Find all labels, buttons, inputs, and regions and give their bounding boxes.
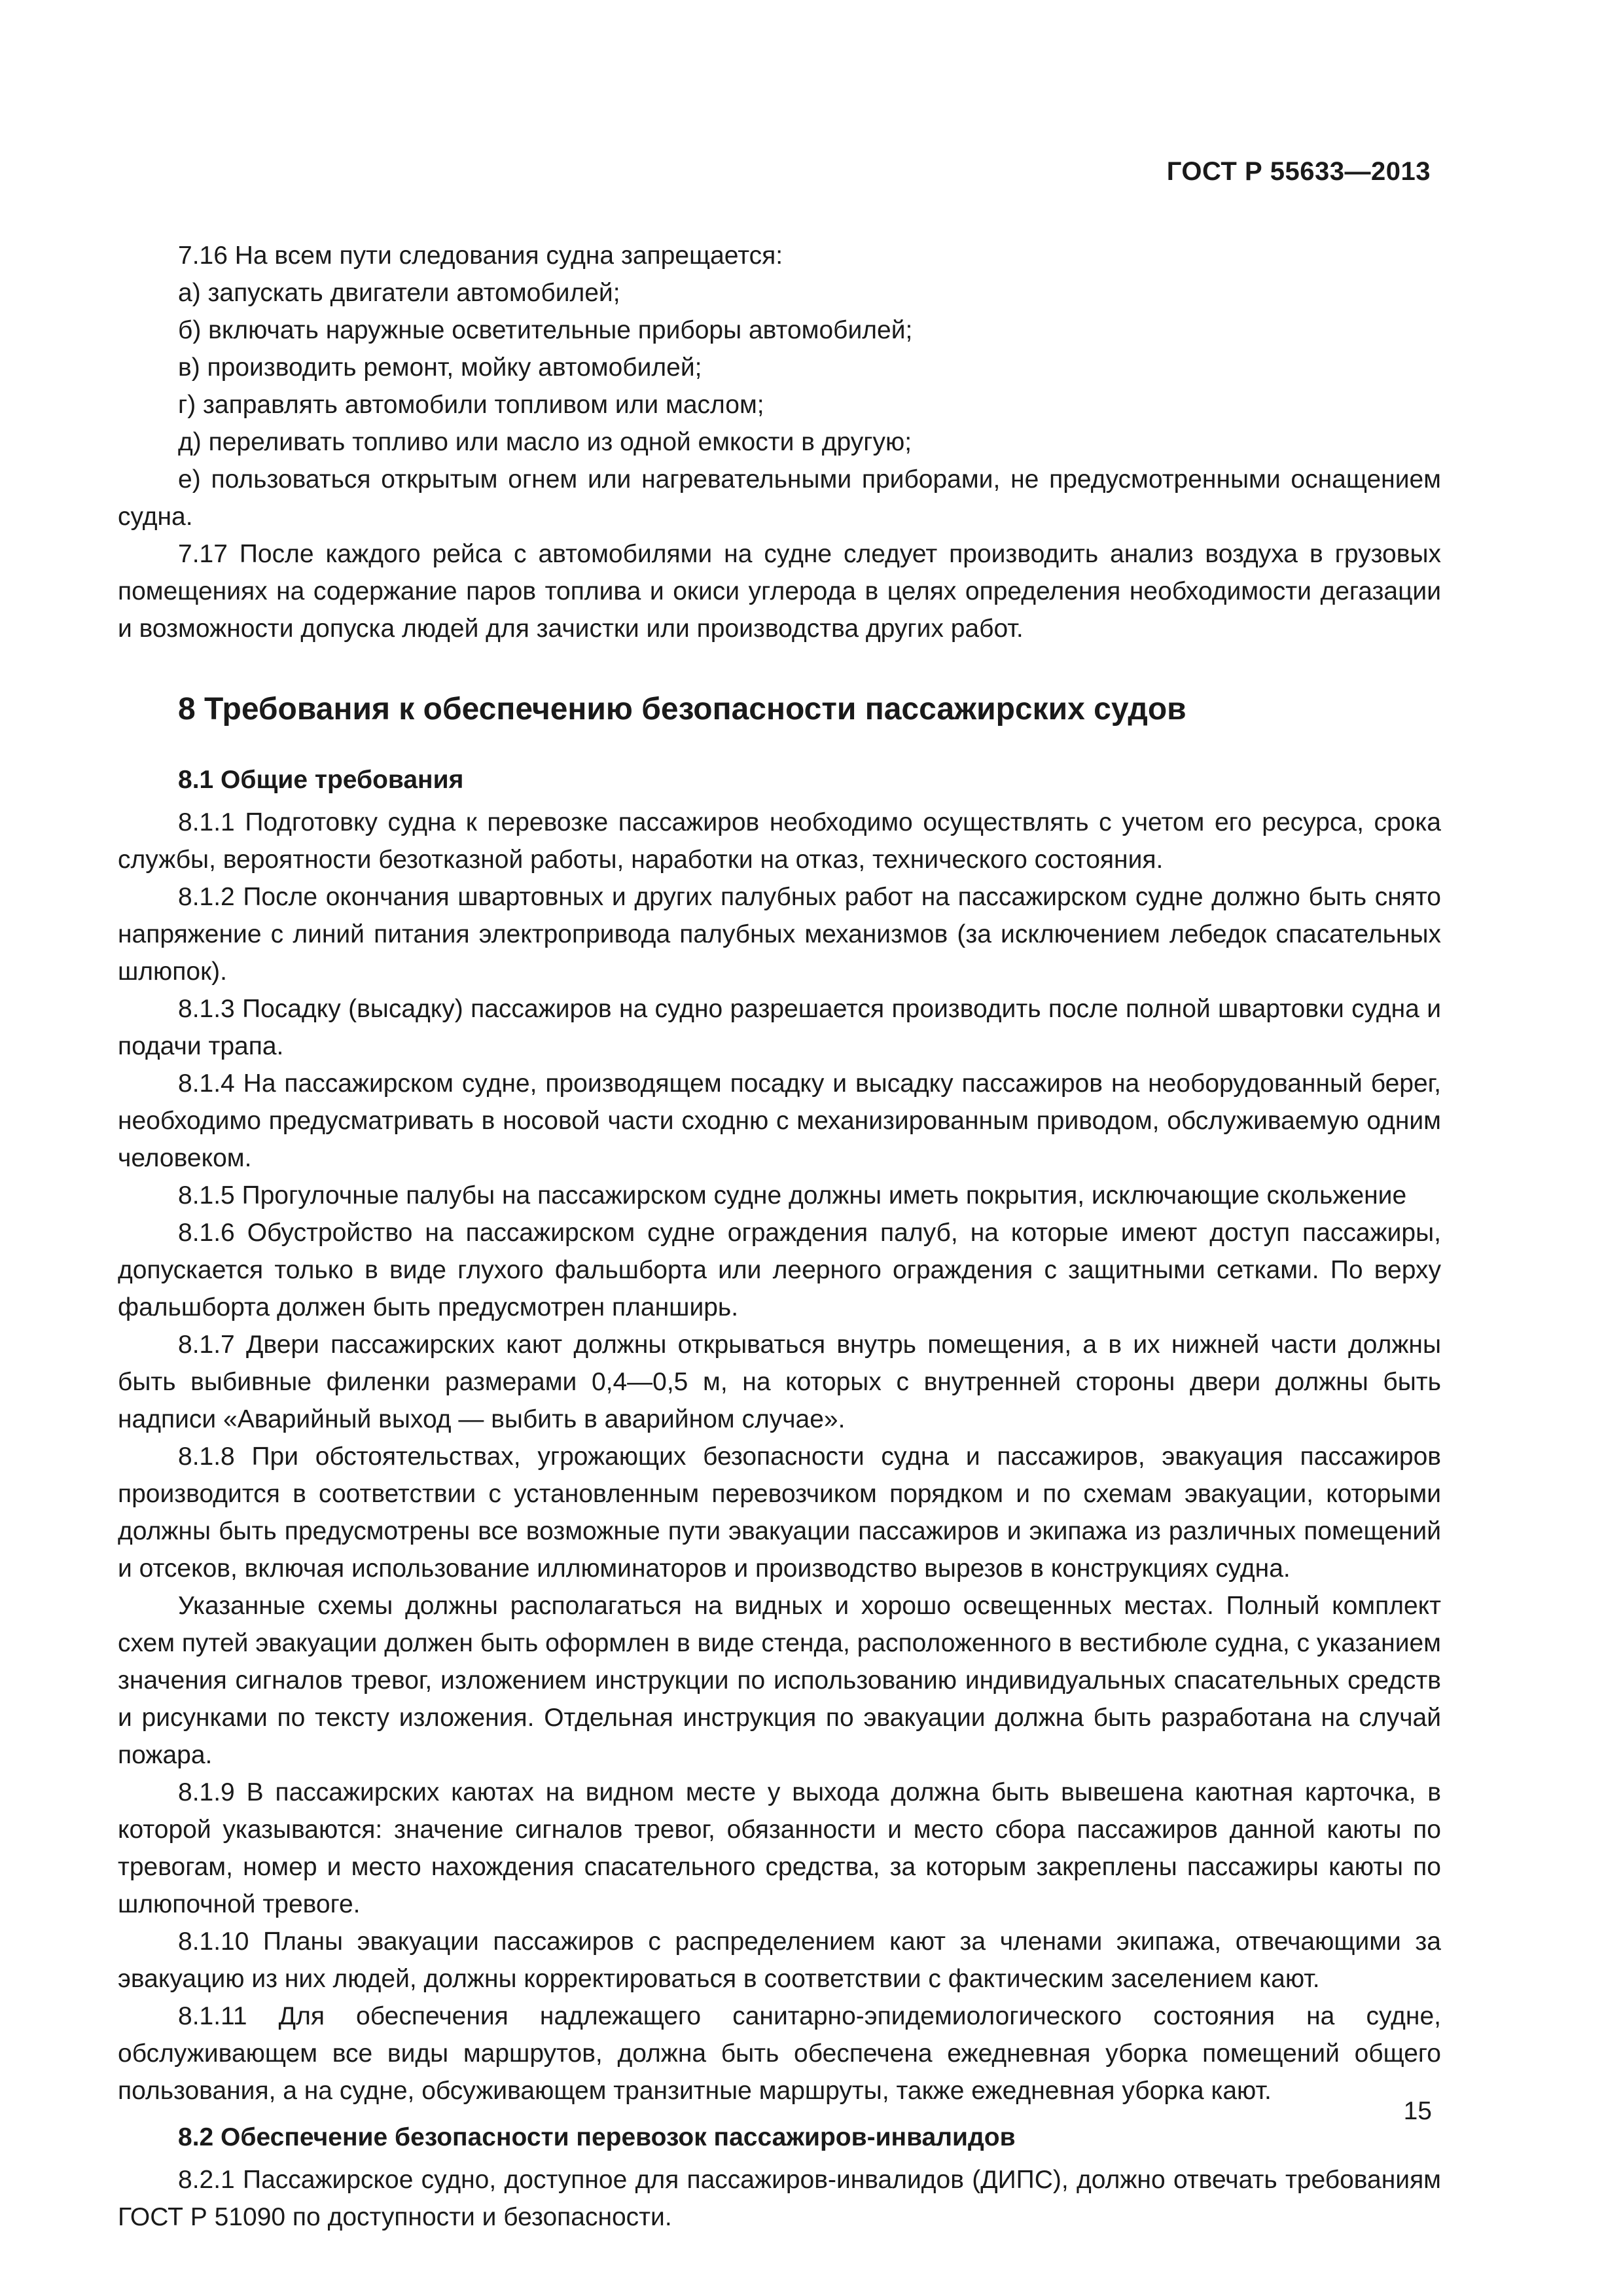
clause-8-1-1: 8.1.1 Подготовку судна к перевозке пассажиров необходимо осуществлять с учетом его ресурса, срока службы, вероятности безотказной работы, наработки на отказ, технического состояния. (118, 808, 1441, 874)
clause-8-1-11: 8.1.11 Для обеспечения надлежащего санитарно-эпидемиологического состояния на судне, обслуживающем все виды маршрутов, должна быть обеспечена ежедневная уборка помещений общего пользования, а на судне, обсуживающем транзитные маршруты, также ежедневная уборка кают. (118, 2002, 1441, 2105)
list-item: е) пользоваться открытым огнем или нагревательными приборами, не предусмотренными оснащением судна. (118, 465, 1441, 531)
clause-7-17: 7.17 После каждого рейса с автомобилями на судне следует производить анализ воздуха в грузовых помещениях на содержание паров топлива и окиси углерода в целях определения необходимости дегазации и возможности допуска людей для зачистки или производства других работ. (118, 540, 1441, 643)
clause-8-1-6: 8.1.6 Обустройство на пассажирском судне ограждения палуб, на которые имеют доступ пассажиры, допускается только в виде глухого фальшборта или леерного ограждения с защитными сетками. По верху фальшборта должен быть предусмотрен планширь. (118, 1219, 1441, 1321)
list-item: а) запускать двигатели автомобилей; (178, 279, 620, 307)
document-id-header: ГОСТ Р 55633—2013 (1166, 157, 1431, 186)
section-8-heading: 8 Требования к обеспечению безопасности пассажирских судов (178, 692, 1186, 726)
clause-8-1-9: 8.1.9 В пассажирских каютах на видном месте у выхода должна быть вывешена каютная карточка, в которой указываются: значение сигналов тревог, обязанности и место сбора пассажиров данной каюты по тревогам, номер и место нахождения спасательного средства, за которым закреплены пассажиры каюты по шлюпочной тревоге. (118, 1778, 1441, 1918)
clause-8-1-10: 8.1.10 Планы эвакуации пассажиров с распределением кают за членами экипажа, отвечающими за эвакуацию из них людей, должны корректироваться в соответствии с фактическим заселением кают. (118, 1928, 1441, 1993)
clause-8-2-1: 8.2.1 Пассажирское судно, доступное для пассажиров-инвалидов (ДИПС), должно отвечать требованиям ГОСТ Р 51090 по доступности и безопасности. (118, 2166, 1441, 2231)
clause-8-1-5: 8.1.5 Прогулочные палубы на пассажирском судне должны иметь покрытия, исключающие скольжение (178, 1181, 1407, 1210)
list-item: б) включать наружные осветительные приборы автомобилей; (178, 316, 913, 344)
clause-7-16-intro: 7.16 На всем пути следования судна запрещается: (178, 242, 783, 270)
page-content (118, 237, 1441, 2236)
clause-8-1-8-continued: Указанные схемы должны располагаться на видных и хорошо освещенных местах. Полный комплект схем путей эвакуации должен быть оформлен в виде стенда, расположенного в вестибюле судна, с указанием значения сигналов тревог, изложением инструкции по использованию индивидуальных спасательных средств и рисунками по тексту изложения. Отдельная инструкция по эвакуации должна быть разработана на случай пожара. (118, 1592, 1441, 1769)
clause-8-1-3: 8.1.3 Посадку (высадку) пассажиров на судно разрешается производить после полной швартовки судна и подачи трапа. (118, 995, 1441, 1060)
clause-8-1-7: 8.1.7 Двери пассажирских кают должны открываться внутрь помещения, а в их нижней части должны быть выбивные филенки размерами 0,4—0,5 м, на которых с внутренней стороны двери должны быть надписи «Аварийный выход — выбить в аварийном случае». (118, 1331, 1441, 1433)
page-number: 15 (1403, 2097, 1432, 2125)
clause-8-1-4: 8.1.4 На пассажирском судне, производящем посадку и высадку пассажиров на необорудованный берег, необходимо предусматривать в носовой части сходню с механизированным приводом, обслуживаемую одним человеком. (118, 1069, 1441, 1172)
subsection-8-1-heading: 8.1 Общие требования (178, 766, 464, 794)
list-item: в) производить ремонт, мойку автомобилей; (178, 353, 702, 382)
list-item: г) заправлять автомобили топливом или маслом; (178, 391, 764, 419)
subsection-8-2-heading: 8.2 Обеспечение безопасности перевозок пассажиров-инвалидов (178, 2123, 1016, 2151)
clause-8-1-2: 8.1.2 После окончания швартовных и других палубных работ на пассажирском судне должно быть снято напряжение с линий питания электропривода палубных механизмов (за исключением лебедок спасательных шлюпок). (118, 883, 1441, 986)
clause-8-1-8: 8.1.8 При обстоятельствах, угрожающих безопасности судна и пассажиров, эвакуация пассажиров производится в соответствии с установленным перевозчиком порядком и по схемам эвакуации, которыми должны быть предусмотрены все возможные пути эвакуации пассажиров и экипажа из различных помещений и отсеков, включая использование иллюминаторов и производство вырезов в конструкциях судна. (118, 1443, 1441, 1583)
list-item: д) переливать топливо или масло из одной емкости в другую; (178, 428, 912, 456)
